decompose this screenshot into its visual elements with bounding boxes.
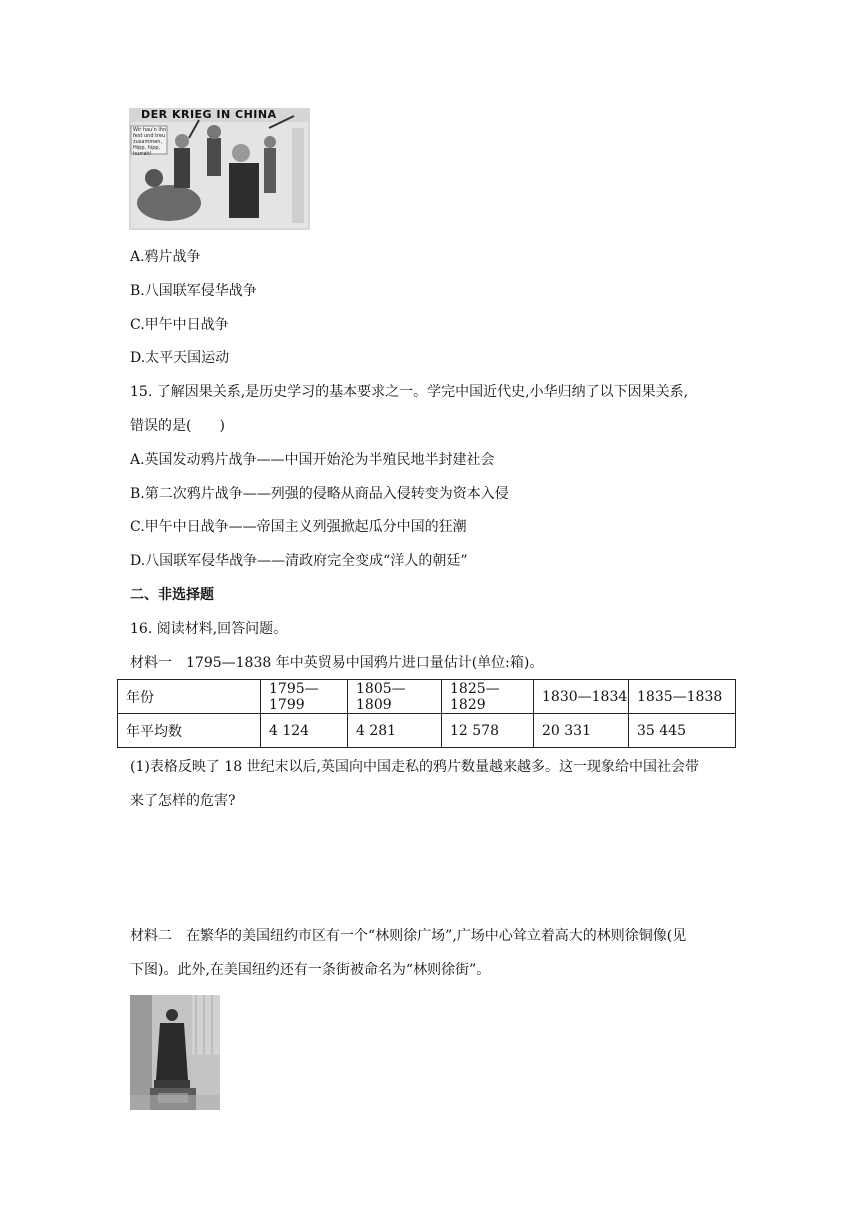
q15-stem-line1: 15. 了解因果关系,是历史学习的基本要求之一。学完中国近代史,小华归纳了以下因果关系,	[130, 384, 689, 400]
material1-text: 材料一 1795—1838 年中英贸易中国鸦片进口量估计(单位:箱)。	[130, 655, 544, 671]
q14-option-a: A.鸦片战争	[130, 249, 201, 265]
cartoon-image	[129, 108, 310, 230]
table-cell: 12 578	[442, 714, 534, 748]
table-cell: 年平均数	[118, 714, 261, 748]
table-cell: 4 124	[261, 714, 348, 748]
opium-import-table	[117, 679, 736, 748]
table-cell: 1825—1829	[442, 680, 534, 714]
q15-option-d: D.八国联军侵华战争——清政府完全变成“洋人的朝廷”	[130, 553, 468, 569]
q16-stem: 16. 阅读材料,回答问题。	[130, 621, 288, 637]
material2-line2: 下图)。此外,在美国纽约还有一条街被命名为“林则徐街”。	[130, 962, 491, 978]
table-cell: 20 331	[534, 714, 629, 748]
table-cell: 年份	[118, 680, 261, 714]
q15-option-a: A.英国发动鸦片战争——中国开始沦为半殖民地半封建社会	[130, 452, 495, 468]
q15-option-c: C.甲午中日战争——帝国主义列强掀起瓜分中国的狂潮	[130, 519, 467, 535]
table-cell: 4 281	[348, 714, 442, 748]
sub-question-1-line2: 来了怎样的危害?	[130, 793, 236, 809]
table-header-row	[118, 680, 736, 714]
q15-option-b: B.第二次鸦片战争——列强的侵略从商品入侵转变为资本入侵	[130, 486, 509, 502]
table-cell: 35 445	[629, 714, 736, 748]
table-cell: 1835—1838	[629, 680, 736, 714]
statue-photo	[130, 995, 220, 1110]
q15-stem-line2: 错误的是( )	[130, 418, 225, 434]
table-cell: 1805—1809	[348, 680, 442, 714]
statue-illustration	[130, 995, 220, 1110]
material2-line1: 材料二 在繁华的美国纽约市区有一个“林则徐广场”,广场中心耸立着高大的林则徐铜像(见	[130, 928, 687, 944]
sub-question-1-line1: (1)表格反映了 18 世纪末以后,英国向中国走私的鸦片数量越来越多。这一现象给中国社会带	[130, 759, 699, 775]
q14-option-d: D.太平天国运动	[130, 350, 230, 366]
table-cell: 1830—1834	[534, 680, 629, 714]
q14-option-c: C.甲午中日战争	[130, 317, 229, 333]
cartoon-speech: Wir hau'n ihn fest und treu zusammen, Hipp, hipp, hurrah!	[133, 127, 167, 157]
table-cell: 1795—1799	[261, 680, 348, 714]
section-title: 二、非选择题	[130, 587, 214, 603]
q14-option-b: B.八国联军侵华战争	[130, 283, 257, 299]
table-row	[118, 714, 736, 748]
cartoon-caption: DER KRIEG IN CHINA	[141, 108, 277, 121]
